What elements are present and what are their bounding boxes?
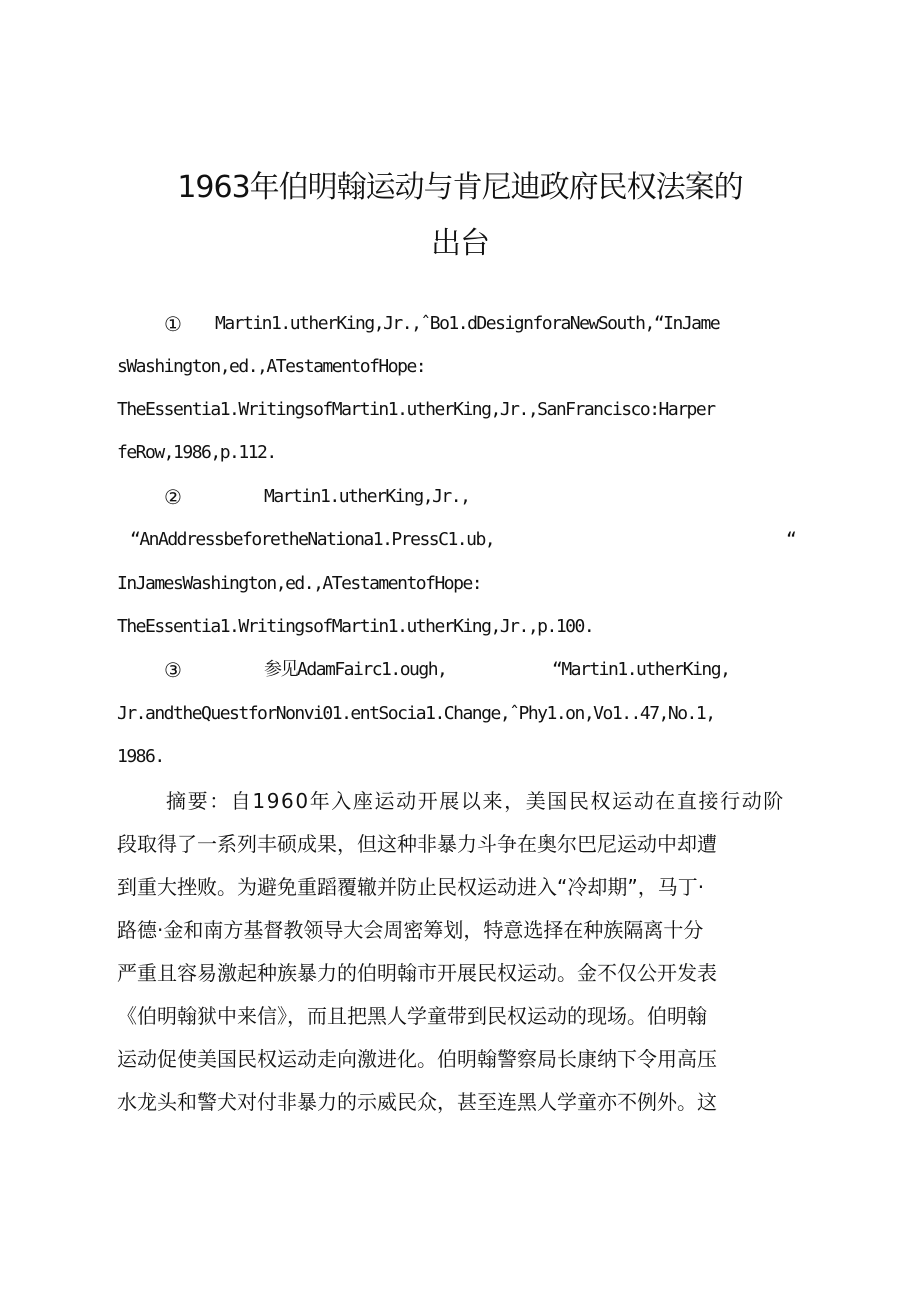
abstract-line: 水龙头和警犬对付非暴力的示威民众，甚至连黑人学童亦不例外。这 [117,1090,717,1114]
footnote-line: “Martin1.utherKing, [552,659,730,680]
abstract-line: 摘要：自1960年入座运动开展以来，美国民权运动在直接行动阶 [166,789,785,813]
abstract-line: 段取得了一系列丰硕成果，但这种非暴力斗争在奥尔巴尼运动中却遭 [117,832,717,856]
abstract-line: 路德·金和南方基督教领导大会周密筹划，特意选择在种族隔离十分 [117,918,704,942]
footnote-marker: ① [164,312,182,336]
footnote-line: InJamesWashington,ed.,ATestamentofHope: [117,573,482,594]
footnote-line: TheEssentia1.WritingsofMartin1.utherKing,Jr.,p.100. [117,616,594,637]
footnote-line: “AnAddressbeforetheNationa1.PressC1.ub, [130,529,495,550]
footnote-line: 参见AdamFairc1.ough, [264,659,447,680]
abstract-line: 运动促使美国民权运动走向激进化。伯明翰警察局长康纳下令用高压 [117,1047,717,1071]
footnote-line: 1986. [117,746,164,767]
document-title-line-1: 1963年伯明翰运动与肯尼迪政府民权法案的 [177,170,743,205]
footnote-marker: ② [164,485,182,509]
footnote-line: Martin1.utherKing,Jr.,ˆBo1.dDesignforaNewSouth,“InJame [215,313,720,334]
footnote-line: Martin1.utherKing,Jr., [264,486,470,507]
abstract-line: 严重且容易激起种族暴力的伯明翰市开展民权运动。金不仅公开发表 [117,961,717,985]
abstract-line: 《伯明翰狱中来信》，而且把黑人学童带到民权运动的现场。伯明翰 [117,1004,707,1028]
footnote-line: sWashington,ed.,ATestamentofHope: [117,356,426,377]
document-title-line-2: 出台 [431,226,489,261]
footnote-marker: ③ [164,658,182,682]
abstract-line: 到重大挫败。为避免重蹈覆辙并防止民权运动进入“冷却期”，马丁· [117,875,705,899]
footnote-line: “ [786,529,796,550]
footnote-line: feRow,1986,p.112. [117,442,276,463]
footnote-line: Jr.andtheQuestforNonvi01.entSocia1.Change,ˆPhy1.on,Vo1..47,No.1, [117,703,715,724]
footnote-line: TheEssentia1.WritingsofMartin1.utherKing,Jr.,SanFrancisco:Harper [117,399,715,420]
